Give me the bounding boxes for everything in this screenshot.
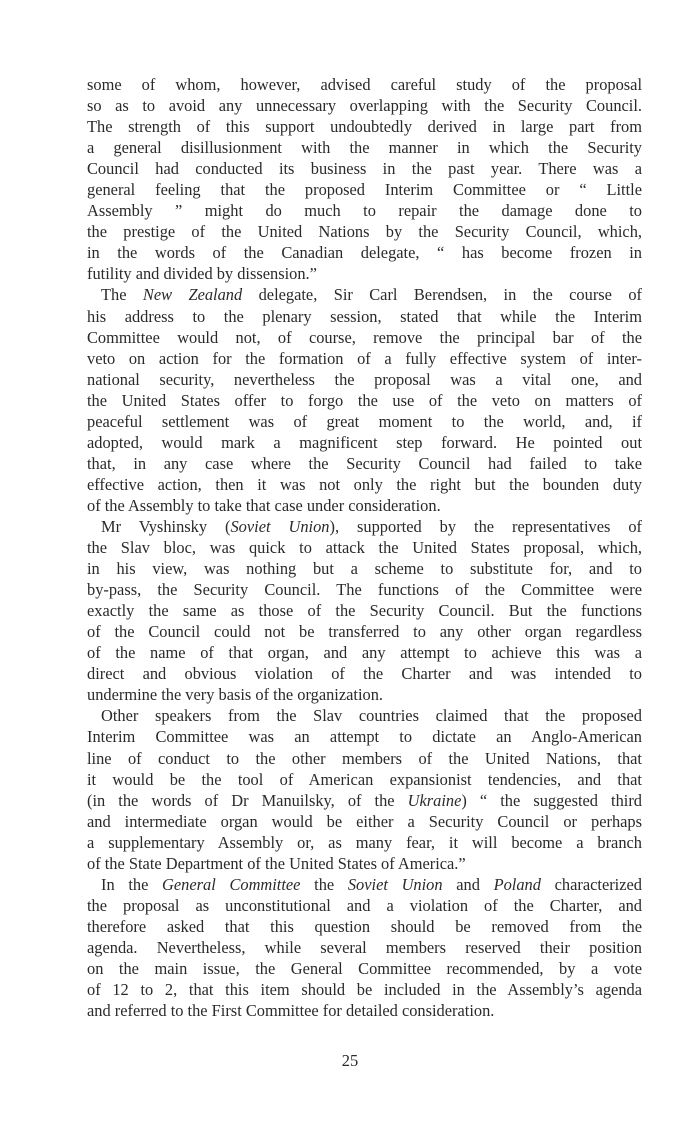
text-line: The New Zealand delegate, Sir Carl Berendsen, in the course of: [101, 285, 642, 305]
text-line: the Slav bloc, was quick to attack the United States proposal, which,: [87, 538, 642, 558]
text-line: direct and obvious violation of the Charter and was intended to: [87, 664, 642, 684]
text-line: so as to avoid any unnecessary overlapping with the Security Council.: [87, 96, 642, 116]
text-line: undermine the very basis of the organization.: [87, 685, 384, 705]
text-line: and referred to the First Committee for detailed consideration.: [87, 1001, 495, 1021]
text-line: adopted, would mark a magnificent step forward. He pointed out: [87, 432, 642, 452]
text-line: futility and divided by dissension.”: [87, 264, 317, 284]
body-text: [87, 74, 642, 1021]
paragraph: [87, 284, 642, 516]
text-line: of the Council could not be transferred to any other organ regardless: [87, 622, 642, 642]
text-line: Council had conducted its business in the past year. There was a: [87, 159, 642, 179]
paragraph: [87, 874, 642, 1021]
text-line: and intermediate organ would be either a Security Council or perhaps: [87, 811, 642, 831]
text-line: of 12 to 2, that this item should be included in the Assembly’s agenda: [87, 980, 642, 1000]
text-line: (in the words of Dr Manuilsky, of the Ukraine) “ the suggested third: [87, 790, 642, 810]
text-line: veto on action for the formation of a fully effective system of inter-: [87, 348, 642, 368]
paragraph: [87, 74, 642, 284]
text-line: line of conduct to the other members of the United Nations, that: [87, 748, 642, 768]
text-line: In the General Committee the Soviet Union and Poland characterized: [101, 874, 642, 894]
text-line: by-pass, the Security Council. The functions of the Committee were: [87, 580, 642, 600]
text-line: the United States offer to forgo the use of the veto on matters of: [87, 390, 642, 410]
text-line: exactly the same as those of the Security Council. But the functions: [87, 601, 642, 621]
text-line: peaceful settlement was of great moment to the world, and, if: [87, 411, 642, 431]
text-line: in his view, was nothing but a scheme to substitute for, and to: [87, 559, 642, 579]
text-line: his address to the plenary session, stated that while the Interim: [87, 306, 642, 326]
text-line: the proposal as unconstitutional and a violation of the Charter, and: [87, 895, 642, 915]
text-line: effective action, then it was not only the right but the bounden duty: [87, 474, 642, 494]
text-line: Committee would not, of course, remove the principal bar of the: [87, 327, 642, 347]
paragraph: [87, 705, 642, 873]
text-line: Mr Vyshinsky (Soviet Union), supported by the representatives of: [101, 516, 642, 536]
page-number: 25: [341, 1051, 359, 1070]
paragraph: [87, 516, 642, 705]
text-line: Assembly ” might do much to repair the damage done to: [87, 201, 642, 221]
text-line: agenda. Nevertheless, while several members reserved their position: [87, 937, 642, 957]
text-line: the prestige of the United Nations by the Security Council, which,: [87, 222, 642, 242]
text-line: a general disillusionment with the manner in which the Security: [87, 138, 642, 158]
text-line: of the Assembly to take that case under consideration.: [87, 495, 441, 515]
text-line: on the main issue, the General Committee recommended, by a vote: [87, 958, 642, 978]
text-line: Other speakers from the Slav countries claimed that the proposed: [101, 706, 642, 726]
text-line: a supplementary Assembly or, as many fear, it will become a branch: [87, 832, 642, 852]
text-line: it would be the tool of American expansionist tendencies, and that: [87, 769, 642, 789]
text-line: of the State Department of the United States of America.”: [87, 853, 466, 873]
text-line: The strength of this support undoubtedly derived in large part from: [87, 117, 642, 137]
text-line: therefore asked that this question should be removed from the: [87, 916, 642, 936]
text-line: Interim Committee was an attempt to dictate an Anglo-American: [87, 727, 642, 747]
text-line: general feeling that the proposed Interim Committee or “ Little: [87, 180, 642, 200]
text-line: in the words of the Canadian delegate, “ has become frozen in: [87, 243, 642, 263]
text-line: national security, nevertheless the proposal was a vital one, and: [87, 369, 642, 389]
text-line: of the name of that organ, and any attempt to achieve this was a: [87, 643, 642, 663]
text-line: some of whom, however, advised careful study of the proposal: [87, 75, 642, 94]
text-line: that, in any case where the Security Council had failed to take: [87, 453, 642, 473]
